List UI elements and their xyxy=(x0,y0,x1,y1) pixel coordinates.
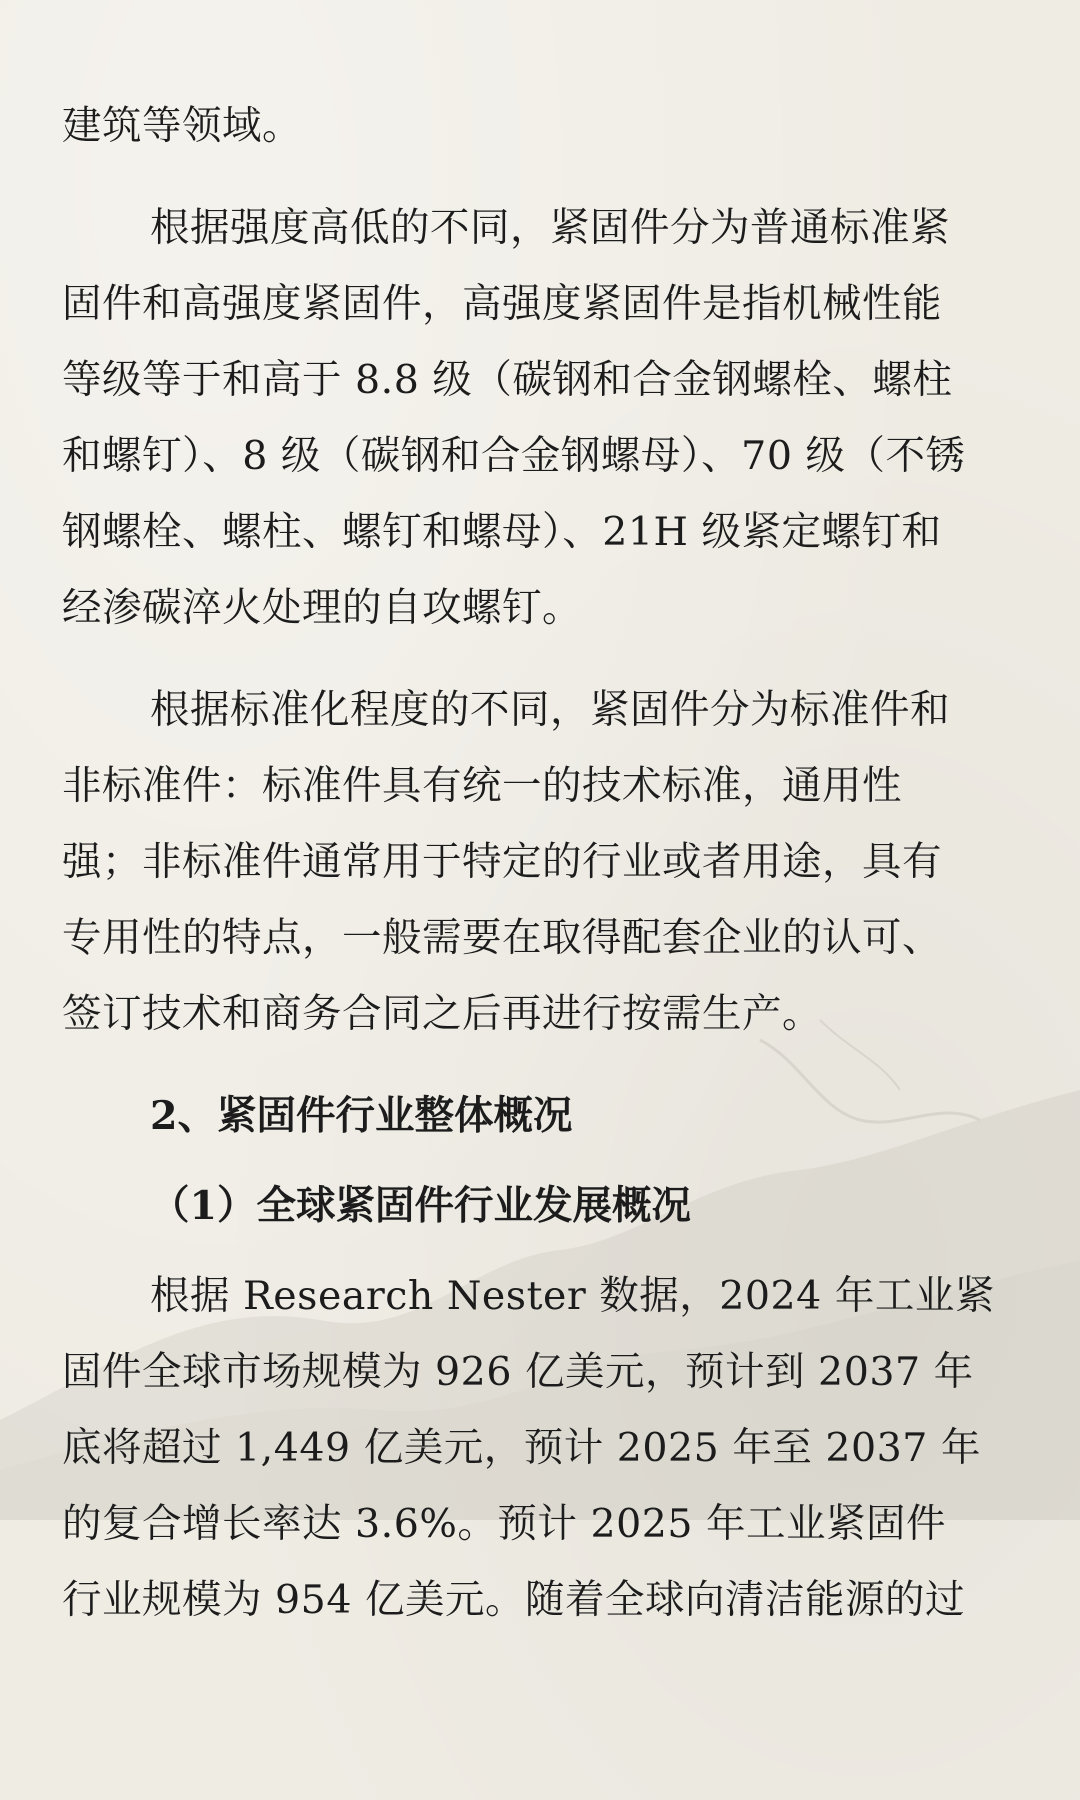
paragraph-fragment xyxy=(62,88,1022,164)
text-line: 和螺钉）、8 级（碳钢和合金钢螺母）、70 级（不锈 xyxy=(62,433,966,479)
section-heading: 2、紧固件行业整体概况 xyxy=(150,1093,573,1139)
text-line: 的复合增长率达 3.6%。预计 2025 年工业紧固件 xyxy=(62,1501,947,1547)
paragraph-standardization xyxy=(62,672,1022,1052)
text-line: 经渗碳淬火处理的自攻螺钉。 xyxy=(62,585,582,631)
text-line: 根据强度高低的不同，紧固件分为普通标准紧 xyxy=(150,205,950,251)
text-line: 根据 Research Nester 数据，2024 年工业紧 xyxy=(150,1273,995,1319)
text-line: 强；非标准件通常用于特定的行业或者用途，具有 xyxy=(62,839,942,885)
subsection-heading: （1）全球紧固件行业发展概况 xyxy=(150,1183,691,1229)
text-line: 行业规模为 954 亿美元。随着全球向清洁能源的过 xyxy=(62,1577,966,1623)
paragraph-market-size xyxy=(62,1258,1022,1638)
document-body xyxy=(62,88,1022,1638)
text-line: 固件全球市场规模为 926 亿美元，预计到 2037 年 xyxy=(62,1349,974,1395)
text-line: 专用性的特点，一般需要在取得配套企业的认可、 xyxy=(62,915,942,961)
text-line: 根据标准化程度的不同，紧固件分为标准件和 xyxy=(150,687,950,733)
text-line: 底将超过 1,449 亿美元，预计 2025 年至 2037 年 xyxy=(62,1425,981,1471)
text-line: 固件和高强度紧固件，高强度紧固件是指机械性能 xyxy=(62,281,942,327)
text-line: 等级等于和高于 8.8 级（碳钢和合金钢螺栓、螺柱 xyxy=(62,357,953,403)
text-line: 签订技术和商务合同之后再进行按需生产。 xyxy=(62,991,822,1037)
text-line: 钢螺栓、螺柱、螺钉和螺母）、21H 级紧定螺钉和 xyxy=(62,509,942,555)
paragraph-strength xyxy=(62,190,1022,646)
text-line: 非标准件：标准件具有统一的技术标准，通用性 xyxy=(62,763,902,809)
text-line: 建筑等领域。 xyxy=(62,103,302,149)
